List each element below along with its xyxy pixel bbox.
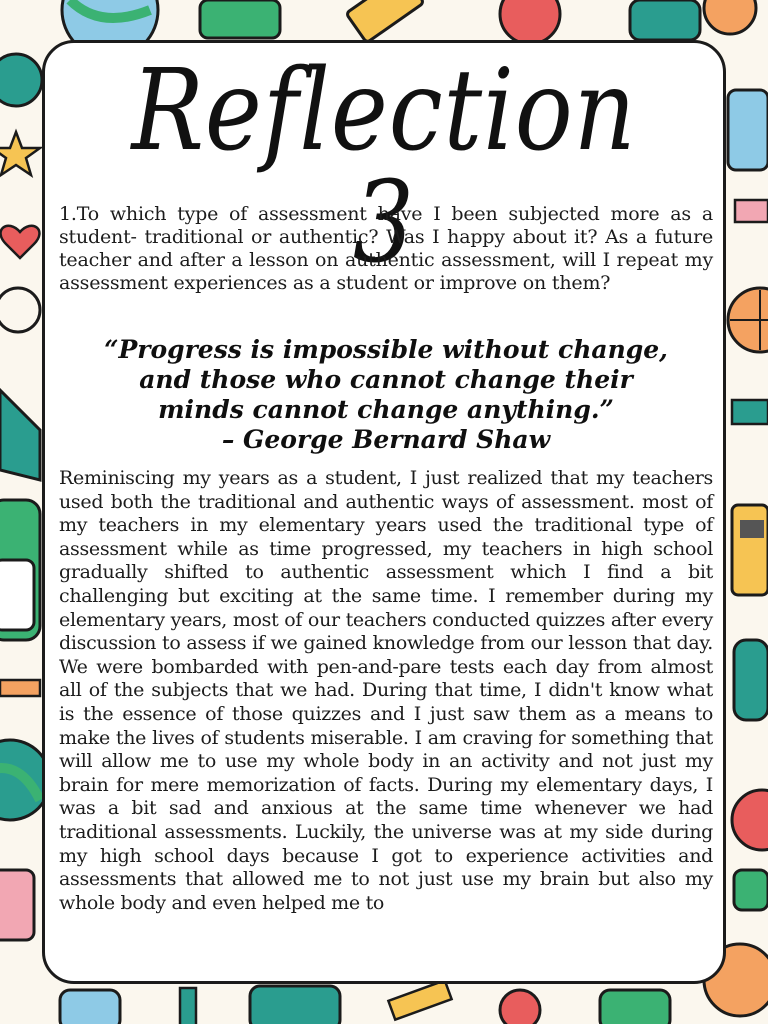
reflection-card [42, 40, 726, 984]
quote-line-3: minds cannot change anything.” [158, 395, 614, 424]
page-title: Reflection 3 [131, 46, 637, 288]
heart-icon [1, 226, 40, 258]
quote-author: – George Bernard Shaw [221, 425, 551, 454]
quote-line-1: “Progress is impossible without change, [104, 335, 668, 364]
apple-icon [500, 0, 560, 44]
basketball-icon [728, 288, 768, 352]
books-icon [60, 990, 120, 1024]
calculator-icon [732, 505, 768, 595]
quote-block [59, 335, 713, 455]
star-icon [0, 132, 40, 175]
lamp-icon [0, 390, 40, 480]
question-text: 1.To which type of assessment have I been subjected more as a student- traditional or authentic? Was I happy about it? As a future teacher and after a lesson on authentic assessment, will I repeat my assessment experiences as a student or improve on them? [59, 203, 713, 294]
quote-line-2: and those who cannot change their [139, 365, 633, 394]
reflection-body: Reminiscing my years as a student, I just realized that my teachers used both the traditional and authentic ways of assessment. most of my teachers in my elementary years used the traditional type of assessment while as time progressed, my teachers in high school gradually shifted to authentic assessment which I find a bit challenging but exciting at the same time. I remember during my elementary years, most of our teachers conducted quizzes after every discussion to assess if we gained knowledge from our lesson that day. We were bombarded with pen-and-pare tests each day from almost all of the subjects that we had. During that time, I didn't know what is the essence of those quizzes and I just saw them as a means to make the lives of students miserable. I am craving for something that will allow me to use my whole body in an activity and not just my brain for mere memorization of facts. During my elementary days, I was a bit sad and anxious at the same time whenever we had traditional assessments. Luckily, the universe was at my side during my high school days because I got to experience activities and assessments that allowed me to not just use my brain but also my whole body and even helped me to [59, 467, 713, 914]
clock-icon [732, 790, 768, 850]
pencil-icon [346, 0, 424, 43]
backpack-icon [250, 986, 340, 1024]
